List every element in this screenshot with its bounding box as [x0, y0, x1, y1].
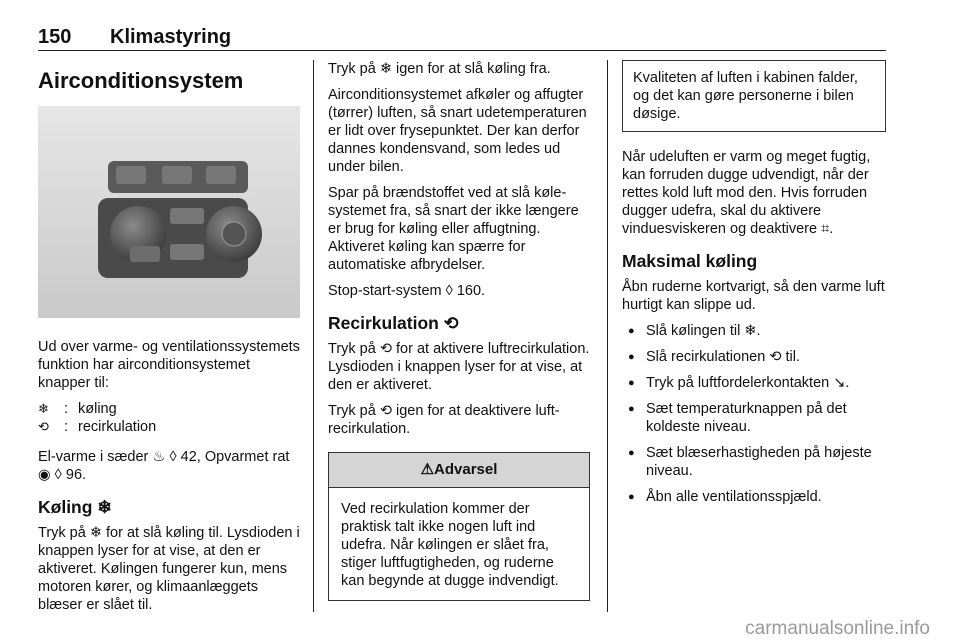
list-item: ● Åbn alle ventilationsspjæld. [622, 488, 886, 506]
recirculation-icon: ⟲ [38, 419, 49, 434]
chapter-title: Klimastyring [110, 26, 232, 48]
paragraph: Airconditionsystemet afkøler og affugter (tørrer) luften, så snart udetemperaturen er lidt over frysepunktet. Der kan derfor dannes kondensvand, som ledes ud under bilen. [328, 87, 587, 175]
watermark: carmanualsonline.info [745, 618, 930, 639]
column-2 [328, 60, 590, 611]
warning-continuation-box: Kvaliteten af luften i kabinen falder, og det kan gøre personerne i bilen døsige. [622, 60, 886, 132]
cooling-text: Tryk på ❄ for at slå køling til. Lysdioden i knappen lyser for at vise, at den er aktiveret. Kølingen fungerer kun, mens motoren kører, og klimaanlæggets blæser er slået til. [38, 525, 300, 613]
legend-row-recirculation: ⟲ : recirkulation [38, 419, 157, 435]
paragraph: Spar på brændstoffet ved at slå kølesystemet fra, så snart der ikke længere er brug for køling eller affugtning. Aktiveret køling kan spærre for automatiske afbrydelser. [328, 185, 579, 273]
cross-reference: Stop-start-system ◊ 160. [328, 283, 486, 299]
page-number: 150 [38, 26, 72, 48]
snowflake-icon: ❄ [38, 401, 49, 416]
list-item: ● Slå recirkulationen ⟲ til. [622, 348, 886, 366]
paragraph: Når udeluften er varm og meget fugtig, kan forruden dugge udvendigt, når der rettes kold luft mod den. Hvis forruden dugger udefra, skal du aktivere vinduesviskeren og deaktivere ⌗. [622, 149, 871, 237]
legend-label: køling [78, 401, 117, 417]
column-divider [313, 60, 314, 612]
list-item: ● Tryk på luftfordelerkontakten ↘. [622, 374, 886, 392]
list-item: ● Sæt temperaturknappen på det koldeste niveau. [622, 400, 886, 436]
column-1 [38, 68, 300, 622]
paragraph: Åbn ruderne kortvarigt, så den varme luft hurtigt kan slippe ud. [622, 279, 885, 313]
warning-title: ⚠Advarsel [329, 453, 589, 488]
warning-text: Ved recirkulation kommer der praktisk talt ikke nogen luft ind udefra. Når kølingen er slået fra, stiger luftfugtigheden, og ruderne kan begynde at dugge indvendigt. [341, 501, 559, 589]
legend-row-cooling: ❄ : køling [38, 401, 117, 417]
page-header [38, 24, 886, 51]
warning-box [328, 452, 590, 601]
control-panel-illustration [38, 106, 300, 318]
list-item: ● Slå kølingen til ❄. [622, 322, 886, 340]
section-heading-cooling: Køling ❄ [38, 497, 112, 517]
column-divider [607, 60, 608, 612]
legend-label: recirkulation [78, 419, 157, 435]
max-cooling-steps [622, 322, 886, 506]
intro-text: Ud over varme- og ventilationssystemets funktion har airconditionsystemet knapper til: [38, 339, 300, 391]
cross-reference: El-varme i sæder ♨ ◊ 42, Opvarmet rat ◉ ◊ 96. [38, 449, 290, 483]
paragraph: Tryk på ⟲ igen for at deaktivere luftrecirkulation. [328, 403, 560, 437]
section-heading-recirculation: Recirkulation ⟲ [328, 313, 459, 333]
column-3 [622, 60, 886, 514]
climate-control-panel-image [38, 106, 300, 318]
paragraph: Tryk på ❄ igen for at slå køling fra. [328, 61, 551, 77]
paragraph: Tryk på ⟲ for at aktivere luftrecirkulation. Lysdioden i knappen lyser for at vise, at den er aktiveret. [328, 341, 590, 393]
section-heading: Airconditionsystem [38, 68, 244, 93]
section-heading-max-cooling: Maksimal køling [622, 251, 758, 271]
list-item: ● Sæt blæserhastigheden på højeste niveau. [622, 444, 886, 480]
